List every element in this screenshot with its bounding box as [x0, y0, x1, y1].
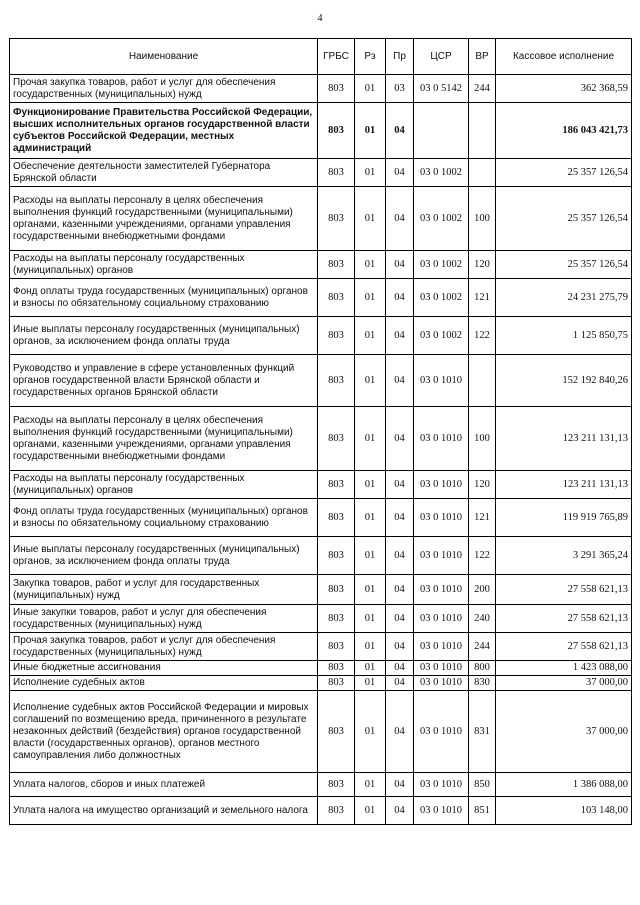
cell-csr: 03 0 1010	[414, 797, 469, 825]
cell-csr: 03 0 1010	[414, 773, 469, 797]
table-row	[10, 605, 632, 633]
cell-pr: 04	[386, 159, 414, 187]
cell-rz: 01	[355, 537, 386, 575]
table-row	[10, 575, 632, 605]
cell-amount: 123 211 131,13	[496, 471, 632, 499]
cell-amount: 24 231 275,79	[496, 279, 632, 317]
header-rz: Рз	[355, 39, 386, 75]
cell-grbs: 803	[318, 691, 355, 773]
cell-name: Исполнение судебных актов Российской Федерации и мировых соглашений по возмещению вреда, причиненного в результате незаконных действий (бездействия) органов государственной власти (государственных органов), органов местного самоуправления либо должностных	[10, 691, 318, 773]
cell-csr: 03 0 1002	[414, 251, 469, 279]
header-pr: Пр	[386, 39, 414, 75]
cell-name: Прочая закупка товаров, работ и услуг для обеспечения государственных (муниципальных) нужд	[10, 633, 318, 661]
cell-pr: 04	[386, 407, 414, 471]
cell-name: Расходы на выплаты персоналу государственных (муниципальных) органов	[10, 471, 318, 499]
cell-vr	[469, 355, 496, 407]
cell-pr: 04	[386, 691, 414, 773]
cell-grbs: 803	[318, 537, 355, 575]
cell-amount: 25 357 126,54	[496, 251, 632, 279]
cell-name: Обеспечение деятельности заместителей Губернатора Брянской области	[10, 159, 318, 187]
cell-rz: 01	[355, 159, 386, 187]
cell-csr: 03 0 1002	[414, 159, 469, 187]
cell-vr: 122	[469, 317, 496, 355]
cell-csr: 03 0 1002	[414, 187, 469, 251]
cell-pr: 04	[386, 471, 414, 499]
cell-name: Руководство и управление в сфере установленных функций органов государственной власти Брянской области и государственных органов Брянской области	[10, 355, 318, 407]
table-row	[10, 661, 632, 676]
cell-pr: 04	[386, 103, 414, 159]
cell-amount: 119 919 765,89	[496, 499, 632, 537]
cell-vr: 121	[469, 499, 496, 537]
header-name: Наименование	[10, 39, 318, 75]
cell-grbs: 803	[318, 499, 355, 537]
table-row	[10, 676, 632, 691]
cell-amount: 25 357 126,54	[496, 159, 632, 187]
header-vr: ВР	[469, 39, 496, 75]
cell-name: Фонд оплаты труда государственных (муниципальных) органов и взносы по обязательному социальному страхованию	[10, 279, 318, 317]
cell-amount: 37 000,00	[496, 691, 632, 773]
cell-amount: 123 211 131,13	[496, 407, 632, 471]
table-row	[10, 499, 632, 537]
cell-vr: 120	[469, 251, 496, 279]
cell-name: Фонд оплаты труда государственных (муниципальных) органов и взносы по обязательному социальному страхованию	[10, 499, 318, 537]
cell-pr: 04	[386, 499, 414, 537]
table-row	[10, 471, 632, 499]
cell-grbs: 803	[318, 676, 355, 691]
cell-name: Расходы на выплаты персоналу государственных (муниципальных) органов	[10, 251, 318, 279]
cell-vr: 851	[469, 797, 496, 825]
cell-name: Иные бюджетные ассигнования	[10, 661, 318, 676]
cell-pr: 04	[386, 661, 414, 676]
cell-grbs: 803	[318, 75, 355, 103]
cell-vr: 121	[469, 279, 496, 317]
cell-vr	[469, 103, 496, 159]
cell-grbs: 803	[318, 251, 355, 279]
cell-name: Иные закупки товаров, работ и услуг для обеспечения государственных (муниципальных) нужд	[10, 605, 318, 633]
cell-grbs: 803	[318, 605, 355, 633]
table-row	[10, 797, 632, 825]
cell-name: Функционирование Правительства Российской Федерации, высших исполнительных органов государственной власти субъектов Российской Федерации, местных администраций	[10, 103, 318, 159]
cell-grbs: 803	[318, 471, 355, 499]
cell-csr: 03 0 1010	[414, 471, 469, 499]
cell-pr: 04	[386, 355, 414, 407]
cell-vr: 122	[469, 537, 496, 575]
cell-rz: 01	[355, 279, 386, 317]
cell-rz: 01	[355, 471, 386, 499]
cell-amount: 37 000,00	[496, 676, 632, 691]
cell-rz: 01	[355, 251, 386, 279]
cell-csr: 03 0 1010	[414, 676, 469, 691]
cell-csr: 03 0 1010	[414, 537, 469, 575]
cell-name: Уплата налога на имущество организаций и земельного налога	[10, 797, 318, 825]
table-row	[10, 187, 632, 251]
cell-rz: 01	[355, 676, 386, 691]
table-row	[10, 75, 632, 103]
cell-rz: 01	[355, 797, 386, 825]
cell-amount: 3 291 365,24	[496, 537, 632, 575]
cell-pr: 04	[386, 676, 414, 691]
cell-rz: 01	[355, 103, 386, 159]
cell-grbs: 803	[318, 575, 355, 605]
header-grbs: ГРБС	[318, 39, 355, 75]
cell-vr: 120	[469, 471, 496, 499]
cell-rz: 01	[355, 633, 386, 661]
table-row	[10, 355, 632, 407]
cell-pr: 04	[386, 773, 414, 797]
cell-name: Расходы на выплаты персоналу в целях обеспечения выполнения функций государственными (муниципальными) органами, казенными учреждениями, органами управления государственными внебюджетными фондами	[10, 407, 318, 471]
cell-amount: 27 558 621,13	[496, 605, 632, 633]
cell-amount: 152 192 840,26	[496, 355, 632, 407]
cell-grbs: 803	[318, 773, 355, 797]
cell-vr: 100	[469, 187, 496, 251]
cell-csr: 03 0 1010	[414, 355, 469, 407]
cell-vr: 830	[469, 676, 496, 691]
cell-amount: 103 148,00	[496, 797, 632, 825]
cell-name: Расходы на выплаты персоналу в целях обеспечения выполнения функций государственными (муниципальными) органами, казенными учреждениями, органами управления государственными внебюджетными фондами	[10, 187, 318, 251]
cell-pr: 04	[386, 605, 414, 633]
table-row	[10, 691, 632, 773]
cell-vr: 200	[469, 575, 496, 605]
cell-rz: 01	[355, 187, 386, 251]
cell-name: Иные выплаты персоналу государственных (муниципальных) органов, за исключением фонда оплаты труда	[10, 537, 318, 575]
cell-amount: 1 386 088,00	[496, 773, 632, 797]
cell-pr: 04	[386, 187, 414, 251]
cell-csr: 03 0 1010	[414, 575, 469, 605]
cell-csr: 03 0 1010	[414, 407, 469, 471]
cell-pr: 04	[386, 633, 414, 661]
cell-grbs: 803	[318, 407, 355, 471]
cell-amount: 25 357 126,54	[496, 187, 632, 251]
cell-rz: 01	[355, 773, 386, 797]
cell-csr: 03 0 1010	[414, 633, 469, 661]
cell-pr: 04	[386, 317, 414, 355]
cell-csr: 03 0 1002	[414, 279, 469, 317]
cell-pr: 04	[386, 797, 414, 825]
cell-vr: 850	[469, 773, 496, 797]
table-row	[10, 279, 632, 317]
table-row	[10, 103, 632, 159]
cell-csr: 03 0 5142	[414, 75, 469, 103]
cell-pr: 03	[386, 75, 414, 103]
cell-name: Уплата налогов, сборов и иных платежей	[10, 773, 318, 797]
header-csr: ЦСР	[414, 39, 469, 75]
cell-rz: 01	[355, 575, 386, 605]
page-number: 4	[317, 13, 323, 24]
cell-rz: 01	[355, 407, 386, 471]
cell-vr	[469, 159, 496, 187]
table-row	[10, 773, 632, 797]
cell-vr: 244	[469, 633, 496, 661]
cell-rz: 01	[355, 75, 386, 103]
table-row	[10, 251, 632, 279]
cell-grbs: 803	[318, 355, 355, 407]
cell-rz: 01	[355, 661, 386, 676]
table-row	[10, 537, 632, 575]
cell-amount: 1 423 088,00	[496, 661, 632, 676]
cell-csr: 03 0 1010	[414, 605, 469, 633]
cell-csr: 03 0 1010	[414, 691, 469, 773]
cell-grbs: 803	[318, 633, 355, 661]
cell-rz: 01	[355, 355, 386, 407]
cell-vr: 831	[469, 691, 496, 773]
cell-vr: 244	[469, 75, 496, 103]
cell-pr: 04	[386, 537, 414, 575]
cell-name: Прочая закупка товаров, работ и услуг для обеспечения государственных (муниципальных) нужд	[10, 75, 318, 103]
budget-table	[9, 38, 632, 825]
cell-name: Иные выплаты персоналу государственных (муниципальных) органов, за исключением фонда оплаты труда	[10, 317, 318, 355]
cell-grbs: 803	[318, 159, 355, 187]
header-row	[10, 39, 632, 75]
table-row	[10, 317, 632, 355]
table-row	[10, 407, 632, 471]
table-row	[10, 159, 632, 187]
cell-csr: 03 0 1010	[414, 499, 469, 537]
cell-grbs: 803	[318, 797, 355, 825]
cell-rz: 01	[355, 605, 386, 633]
cell-csr: 03 0 1010	[414, 661, 469, 676]
cell-name: Исполнение судебных актов	[10, 676, 318, 691]
cell-amount: 27 558 621,13	[496, 575, 632, 605]
cell-csr: 03 0 1002	[414, 317, 469, 355]
cell-amount: 1 125 850,75	[496, 317, 632, 355]
cell-amount: 186 043 421,73	[496, 103, 632, 159]
cell-vr: 800	[469, 661, 496, 676]
cell-grbs: 803	[318, 317, 355, 355]
header-amount: Кассовое исполнение	[496, 39, 632, 75]
cell-rz: 01	[355, 691, 386, 773]
cell-rz: 01	[355, 317, 386, 355]
cell-pr: 04	[386, 251, 414, 279]
cell-vr: 240	[469, 605, 496, 633]
cell-rz: 01	[355, 499, 386, 537]
cell-grbs: 803	[318, 661, 355, 676]
cell-amount: 27 558 621,13	[496, 633, 632, 661]
cell-pr: 04	[386, 279, 414, 317]
cell-pr: 04	[386, 575, 414, 605]
table-row	[10, 633, 632, 661]
cell-amount: 362 368,59	[496, 75, 632, 103]
cell-grbs: 803	[318, 187, 355, 251]
cell-name: Закупка товаров, работ и услуг для государственных (муниципальных) нужд	[10, 575, 318, 605]
cell-csr	[414, 103, 469, 159]
cell-vr: 100	[469, 407, 496, 471]
cell-grbs: 803	[318, 279, 355, 317]
cell-grbs: 803	[318, 103, 355, 159]
